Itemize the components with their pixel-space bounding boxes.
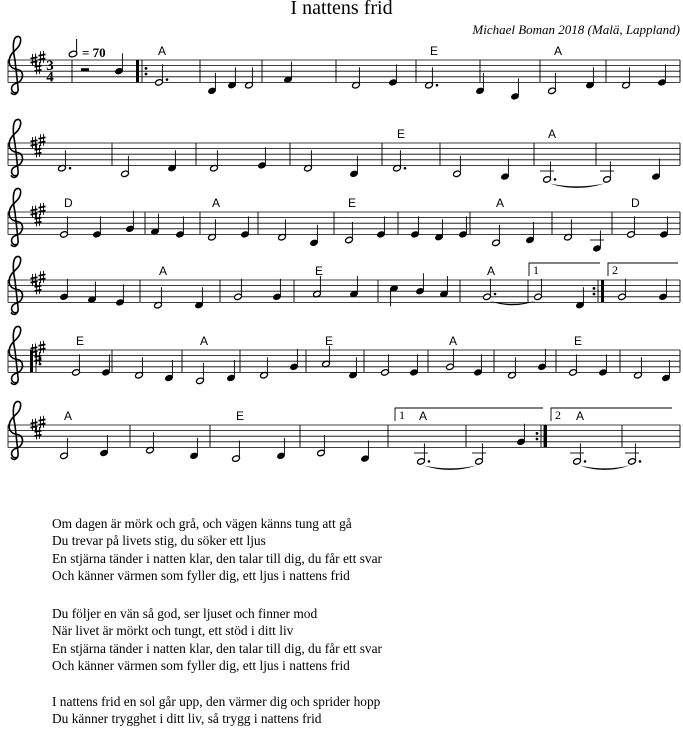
- note: [459, 216, 468, 238]
- note: [622, 67, 631, 89]
- augmentation-dot: [436, 84, 439, 87]
- note: [440, 276, 449, 298]
- note: [389, 64, 398, 86]
- note: [345, 222, 354, 244]
- chord-symbol: A: [158, 44, 167, 58]
- note: [116, 284, 125, 306]
- chord-symbol: E: [325, 334, 334, 348]
- lyric-line: Du följer en vän så god, ser ljuset och finner mod: [52, 606, 318, 621]
- note: [569, 354, 578, 376]
- chord-symbol: A: [449, 334, 458, 348]
- note: [517, 424, 526, 446]
- note: [508, 357, 517, 379]
- chord-symbol: E: [76, 334, 85, 348]
- note: [564, 219, 573, 241]
- note: [410, 354, 419, 376]
- repeat-end-thick: [544, 425, 547, 447]
- lyric-line: I nattens frid en sol går upp, den värmer dig och sprider hopp: [52, 694, 381, 709]
- chord-symbol: A: [212, 196, 221, 210]
- note: [115, 53, 124, 75]
- sharp-sign: [39, 416, 46, 429]
- chord-symbol: D: [64, 196, 73, 210]
- note: [313, 276, 322, 298]
- note: [660, 216, 669, 238]
- repeat-dot: [145, 73, 148, 76]
- note: [126, 211, 135, 233]
- note: [618, 279, 627, 301]
- lyric-line: Och känner värmen som fyller dig, ett ljus i nattens frid: [52, 658, 350, 674]
- note: [208, 219, 217, 241]
- chord-symbol: E: [315, 264, 324, 278]
- repeat-dot: [536, 432, 539, 435]
- chord-symbol: E: [348, 196, 357, 210]
- note: [121, 156, 130, 178]
- note: [260, 357, 269, 379]
- song-title: I nattens frid: [290, 0, 393, 19]
- note: [60, 438, 69, 460]
- note: [453, 156, 462, 178]
- chord-symbol: A: [554, 44, 563, 58]
- note: [586, 67, 595, 89]
- note: [245, 67, 254, 89]
- chord-symbol: A: [487, 264, 496, 278]
- note: [634, 357, 643, 379]
- lyric-line: Om dagen är mörk och grå, och vägen känns tung att gå: [52, 516, 352, 531]
- time-signature: [46, 58, 54, 85]
- volta-bracket: [395, 408, 543, 421]
- note: [310, 225, 319, 247]
- volta-number: 2: [612, 263, 618, 277]
- tempo-text: = 70: [82, 45, 106, 60]
- repeat-start-thick: [136, 60, 139, 82]
- repeat-dot: [593, 287, 596, 290]
- note: [60, 279, 69, 301]
- chord-symbol: D: [631, 196, 640, 210]
- lyrics-chorus: [52, 693, 380, 728]
- note: [190, 438, 199, 460]
- note: [435, 219, 444, 241]
- note: [277, 438, 286, 460]
- augmentation-dot: [428, 460, 431, 463]
- chord-symbol: A: [496, 196, 505, 210]
- repeat-dot: [536, 438, 539, 441]
- note: [416, 273, 425, 295]
- note: [446, 349, 455, 371]
- note: [228, 67, 237, 89]
- lyric-line: Och känner värmen som fyller dig, ett ljus i nattens frid: [52, 568, 350, 584]
- note: [60, 216, 69, 238]
- volta-bracket: [608, 263, 678, 276]
- note: [72, 354, 81, 376]
- note: [658, 64, 667, 86]
- note: [377, 216, 386, 238]
- sharp-sign: [39, 134, 46, 147]
- chord-symbol: A: [419, 409, 428, 423]
- note: [483, 279, 497, 301]
- note: [154, 287, 163, 309]
- tie: [489, 301, 536, 306]
- note: [290, 349, 299, 371]
- sharp-sign: [39, 341, 46, 354]
- note: [350, 156, 359, 178]
- note: [659, 279, 668, 301]
- note: [381, 354, 390, 376]
- note: [361, 441, 370, 463]
- augmentation-dot: [69, 167, 72, 170]
- note: [474, 354, 483, 376]
- note: [472, 443, 486, 465]
- repeat-dot: [593, 293, 596, 296]
- note: [102, 354, 111, 376]
- tie: [579, 465, 630, 470]
- composer-credit: Michael Boman 2018 (Malä, Lappland): [472, 22, 680, 37]
- note: [425, 67, 439, 89]
- tie: [423, 465, 477, 470]
- lyric-line: När livet är mörkt och tungt, ett stöd i ditt liv: [52, 623, 294, 639]
- note: [501, 159, 510, 181]
- repeat-end-thick: [601, 280, 604, 302]
- lyric-line: En stjärna tänder i natten klar, den talar till dig, du får ett svar: [52, 640, 383, 656]
- lyrics-verse-1: [52, 515, 382, 585]
- note: [196, 363, 205, 385]
- note: [232, 441, 241, 463]
- note: [526, 222, 535, 244]
- lyric-line: En stjärna tänder i natten klar, den talar till dig, du får ett svar: [52, 550, 383, 566]
- note: [146, 432, 155, 454]
- note: [322, 346, 331, 368]
- volta-number: 1: [399, 408, 405, 422]
- volta-number: 2: [555, 408, 561, 422]
- note: [662, 360, 671, 382]
- note: [210, 150, 219, 172]
- note: [393, 150, 407, 172]
- note: [227, 360, 236, 382]
- chord-symbol: A: [576, 409, 585, 423]
- note: [414, 443, 430, 465]
- repeat-dot: [39, 363, 42, 366]
- note: [534, 279, 543, 301]
- sharp-sign: [39, 203, 46, 216]
- chord-symbol: A: [159, 264, 168, 278]
- note: [93, 216, 102, 238]
- note: [208, 73, 217, 95]
- note: [284, 62, 293, 84]
- note: [100, 435, 109, 457]
- note: [273, 279, 282, 301]
- note: [411, 216, 420, 238]
- note: [317, 435, 326, 457]
- note: [234, 279, 243, 301]
- note: [349, 357, 358, 379]
- augmentation-dot: [584, 460, 587, 463]
- sharp-sign: [39, 271, 46, 284]
- note: [155, 64, 169, 86]
- lyrics-verse-2: [52, 605, 382, 675]
- augmentation-dot: [404, 167, 407, 170]
- note: [258, 147, 267, 169]
- chord-symbol: E: [236, 409, 245, 423]
- staff-system: [8, 36, 680, 94]
- chord-symbol: A: [548, 127, 557, 141]
- note: [570, 443, 586, 465]
- note: [151, 214, 160, 236]
- note: [492, 225, 501, 247]
- note: [88, 282, 97, 304]
- note: [195, 287, 204, 309]
- chord-symbol: A: [200, 334, 209, 348]
- augmentation-dot: [166, 78, 169, 81]
- chord-symbol: E: [430, 44, 439, 58]
- note: [176, 216, 185, 238]
- note: [627, 216, 636, 238]
- note: [599, 354, 608, 376]
- note: [241, 216, 250, 238]
- sharp-sign: [39, 51, 46, 64]
- note: [548, 73, 557, 95]
- note: [538, 349, 547, 371]
- note: [352, 67, 361, 89]
- repeat-dot: [39, 357, 42, 360]
- chord-symbol: A: [64, 409, 73, 423]
- staff-system: [8, 188, 680, 246]
- volta-number: 1: [533, 263, 539, 277]
- note: [165, 360, 174, 382]
- chord-symbol: E: [397, 127, 406, 141]
- note: [350, 276, 359, 298]
- note: [58, 150, 72, 172]
- note: [278, 219, 287, 241]
- volta-bracket: [529, 263, 600, 276]
- tie: [549, 183, 605, 188]
- note: [540, 161, 556, 183]
- note: [390, 285, 399, 307]
- augmentation-dot: [639, 460, 642, 463]
- note: [600, 161, 614, 183]
- note: [304, 150, 313, 172]
- note: [511, 78, 520, 100]
- lyric-line: Du känner trygghet i ditt liv, så trygg i nattens frid: [52, 711, 322, 727]
- note: [576, 287, 585, 309]
- time-signature-top: 3: [46, 58, 54, 75]
- time-signature-bottom: 4: [46, 69, 54, 86]
- note: [135, 357, 144, 379]
- note: [625, 443, 641, 465]
- half-rest: [81, 68, 89, 71]
- repeat-start-thick: [30, 350, 33, 372]
- staff-system: [8, 119, 680, 177]
- lyric-line: Du trevar på livets stig, du söker ett ljus: [52, 533, 266, 549]
- tempo-marking: [68, 39, 105, 60]
- augmentation-dot: [494, 293, 497, 296]
- augmentation-dot: [554, 178, 557, 181]
- chord-symbol: E: [574, 334, 583, 348]
- note: [590, 230, 604, 252]
- repeat-dot: [145, 67, 148, 70]
- note: [652, 159, 661, 181]
- volta-bracket: [551, 408, 672, 421]
- note: [168, 150, 177, 172]
